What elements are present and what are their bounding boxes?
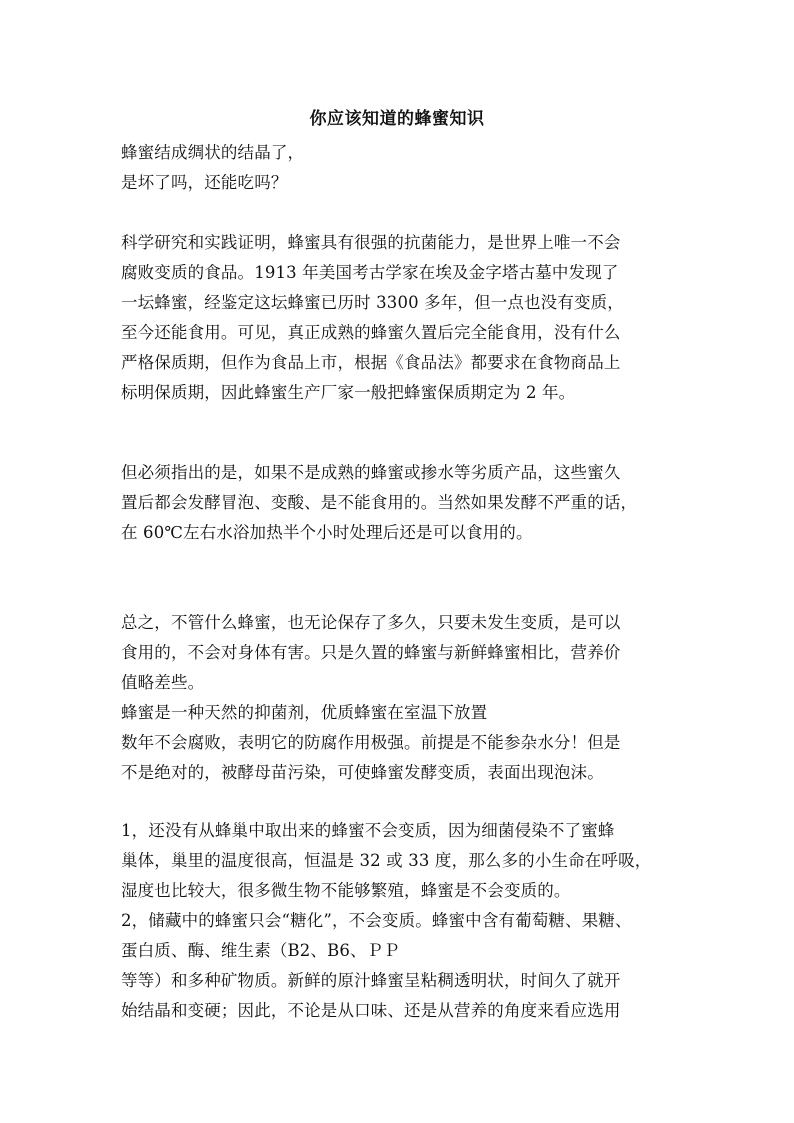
text-line: 湿度也比较大，很多微生物不能够繁殖，蜂蜜是不会变质的。: [121, 881, 571, 900]
text-line: 2，储藏中的蜂蜜只会“糖化”，不会变质。蜂蜜中含有葡萄糖、果糖、: [121, 911, 632, 930]
text-line: 一坛蜂蜜，经鉴定这坛蜂蜜已历时 3300 多年，但一点也没有变质，: [121, 293, 624, 312]
text-line: 食用的，不会对身体有害。只是久置的蜂蜜与新鲜蜂蜜相比，营养价: [121, 643, 621, 662]
text-line: 但必须指出的是，如果不是成熟的蜂蜜或掺水等劣质产品，这些蜜久: [121, 463, 621, 482]
text-line: 不是绝对的，被酵母苗污染，可使蜂蜜发酵变质，表面出现泡沫。: [121, 763, 604, 782]
text-line: 科学研究和实践证明，蜂蜜具有很强的抗菌能力，是世界上唯一不会: [121, 233, 621, 252]
text-line: 蜂蜜结成绸状的结晶了，: [121, 143, 305, 162]
text-line: 始结晶和变硬；因此，不论是从口味、还是从营养的角度来看应选用: [121, 1001, 621, 1020]
text-line: 至今还能食用。可见，真正成熟的蜂蜜久置后完全能食用，没有什么: [121, 323, 621, 342]
text-line: 严格保质期，但作为食品上市，根据《食品法》都要求在食物商品上: [121, 353, 621, 372]
text-line: 值略差些。: [121, 673, 205, 692]
text-line: 总之，不管什么蜂蜜，也无论保存了多久，只要未发生变质，是可以: [121, 613, 621, 632]
document-title: 你应该知道的蜂蜜知识: [309, 109, 485, 129]
text-line: 巢体，巢里的温度很高，恒温是 32 或 33 度，那么多的小生命在呼吸，: [121, 851, 652, 870]
text-line: 标明保质期，因此蜂蜜生产厂家一般把蜂蜜保质期定为 2 年。: [121, 383, 576, 402]
text-line: 1，还没有从蜂巢中取出来的蜂蜜不会变质，因为细菌侵染不了蜜蜂: [121, 821, 615, 840]
text-line: 蜂蜜是一种天然的抑菌剂，优质蜂蜜在室温下放置: [121, 703, 488, 722]
text-line: 数年不会腐败，表明它的防腐作用极强。前提是不能参杂水分！但是: [121, 733, 621, 752]
text-line: 是坏了吗，还能吃吗？: [121, 173, 288, 192]
text-line: 在 60℃左右水浴加热半个小时处理后还是可以食用的。: [121, 523, 533, 542]
text-line: 腐败变质的食品。1913 年美国考古学家在埃及金字塔古墓中发现了: [121, 263, 619, 282]
text-line: 蛋白质、酶、维生素（B2、B6、ＰＰ: [121, 941, 400, 960]
text-line: 等等）和多种矿物质。新鲜的原汁蜂蜜呈粘稠透明状，时间久了就开: [121, 971, 621, 990]
text-line: 置后都会发酵冒泡、变酸、是不能食用的。当然如果发酵不严重的话，: [121, 493, 638, 512]
